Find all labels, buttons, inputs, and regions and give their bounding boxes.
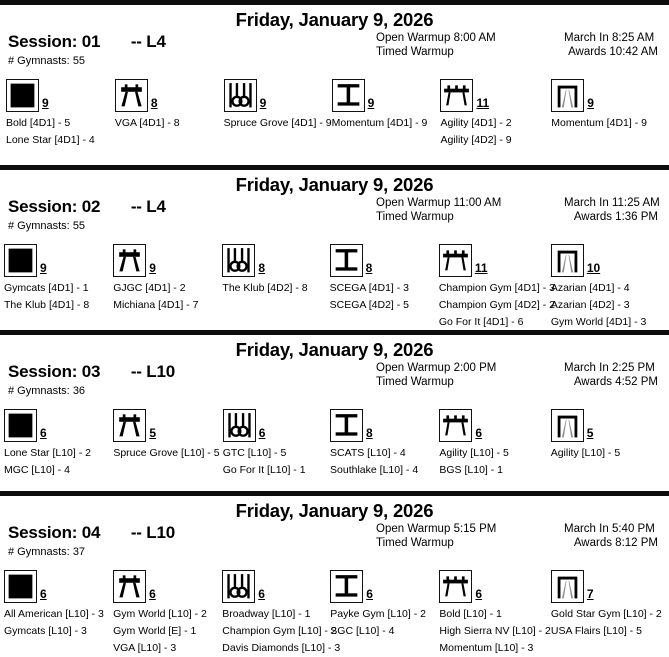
team-entry: GTC [L10] - 5 xyxy=(222,447,287,459)
session-header-row xyxy=(4,522,665,556)
team-list xyxy=(440,115,551,149)
session-level: -- L4 xyxy=(130,197,166,216)
gymnast-count-value: 55 xyxy=(72,220,86,232)
event-header xyxy=(222,565,330,603)
floor-arch-icon xyxy=(551,79,584,112)
event-column-vault[interactable] xyxy=(113,404,222,479)
session-title xyxy=(8,362,175,382)
team-list xyxy=(223,445,330,479)
team-entry: Go For It [L10] - 1 xyxy=(222,464,306,476)
warmup-times xyxy=(376,196,501,224)
rotation-count: 10 xyxy=(586,261,601,275)
team-list xyxy=(113,280,222,314)
team-entry: Gold Star Gym [L10] - 2 xyxy=(550,608,662,620)
rotation-count: 8 xyxy=(258,261,266,275)
team-entry: The Klub [4D1] - 8 xyxy=(4,299,90,311)
march-in-time: 11:25 AM xyxy=(611,197,660,209)
rotation-count: 9 xyxy=(259,96,267,110)
team-list xyxy=(330,280,439,314)
team-entry: Champion Gym [4D1] - 3 xyxy=(438,282,555,294)
session-number: 03 xyxy=(81,362,101,381)
team-entry: Azarian [4D1] - 4 xyxy=(550,282,630,294)
awards-label: Awards xyxy=(573,537,612,549)
awards-row xyxy=(564,375,658,389)
event-header xyxy=(551,74,665,112)
event-header xyxy=(551,565,665,603)
awards-time: 1:36 PM xyxy=(615,211,658,223)
event-header xyxy=(115,74,224,112)
session-header-row xyxy=(4,196,665,230)
gymnast-count xyxy=(8,55,85,67)
team-entry: Momentum [4D1] - 9 xyxy=(551,117,647,129)
rotation-count: 6 xyxy=(366,587,373,601)
vault-icon xyxy=(115,79,148,112)
march-in-row xyxy=(564,31,658,45)
session-word: Session: xyxy=(8,523,78,542)
event-column-floor-solid[interactable] xyxy=(4,565,113,657)
event-column-balance-beam[interactable] xyxy=(439,565,550,657)
team-entry: Southlake [L10] - 4 xyxy=(330,464,419,476)
balance-beam-icon xyxy=(439,409,472,442)
event-header xyxy=(4,404,113,442)
team-entry: GJGC [4D1] - 2 xyxy=(113,282,186,294)
uneven-bars-icon xyxy=(222,570,255,603)
open-warmup-time: 11:00 AM xyxy=(453,197,502,209)
rotation-count: 8 xyxy=(150,96,158,110)
rotation-count: 9 xyxy=(367,96,375,110)
uneven-bars-icon xyxy=(222,244,255,277)
rotation-count: 7 xyxy=(586,587,594,601)
gymnast-count-value: 55 xyxy=(72,55,86,67)
vault-icon xyxy=(113,244,146,277)
event-column-uneven-bars[interactable] xyxy=(222,239,329,331)
session-title xyxy=(8,32,166,52)
team-entry: The Klub [4D2] - 8 xyxy=(222,282,308,294)
event-column-vault[interactable] xyxy=(113,239,222,331)
session-number: 01 xyxy=(81,32,101,51)
team-list xyxy=(551,115,665,132)
march-awards-times xyxy=(564,31,658,59)
team-list xyxy=(222,606,341,657)
open-warmup-time: 2:00 PM xyxy=(453,362,497,374)
event-header xyxy=(330,239,439,277)
team-entry: Champion Gym [4D2] - 2 xyxy=(438,299,555,311)
session-date: Friday, January 9, 2026 xyxy=(235,9,434,30)
team-list xyxy=(4,606,113,640)
team-entry: Champion Gym [L10] - 2 xyxy=(222,625,337,637)
rotation-count: 5 xyxy=(149,426,157,440)
team-list xyxy=(551,445,665,462)
gymnast-count xyxy=(8,546,85,558)
event-header xyxy=(113,565,222,603)
event-column-uneven-bars[interactable] xyxy=(224,74,332,149)
vault-icon xyxy=(113,409,146,442)
session-word: Session: xyxy=(8,32,78,51)
team-entry: Azarian [4D2] - 3 xyxy=(550,299,630,311)
team-entry: Agility [4D2] - 9 xyxy=(440,134,512,146)
rotation-count: 9 xyxy=(587,96,594,110)
event-column-balance-beam[interactable] xyxy=(438,239,555,331)
team-entry: VGA [4D1] - 8 xyxy=(114,117,180,129)
event-header xyxy=(4,565,113,603)
team-entry: USA Flairs [L10] - 5 xyxy=(550,625,642,637)
warmup-times xyxy=(376,361,496,389)
rotation-count: 6 xyxy=(258,587,265,601)
team-list xyxy=(439,445,550,479)
uneven-bars-icon xyxy=(224,79,257,112)
rotation-count: 6 xyxy=(475,426,483,440)
timed-warmup-label: Timed Warmup xyxy=(376,376,454,388)
session-word: Session: xyxy=(8,197,78,216)
floor-arch-icon xyxy=(551,409,584,442)
session-number: 04 xyxy=(81,523,101,542)
team-entry: Agility [L10] - 5 xyxy=(550,447,621,459)
gymnast-count-label: # Gymnasts: xyxy=(8,55,70,67)
session-level: -- L10 xyxy=(130,523,175,542)
team-entry: SCEGA [4D1] - 3 xyxy=(329,282,409,294)
team-list xyxy=(113,445,222,462)
session-block-01 xyxy=(0,0,669,149)
team-entry: VGA [L10] - 3 xyxy=(113,642,177,654)
rotation-count: 6 xyxy=(149,587,156,601)
team-list xyxy=(438,280,555,331)
awards-label: Awards xyxy=(568,46,607,58)
team-entry: BGS [L10] - 1 xyxy=(439,464,503,476)
floor-solid-icon xyxy=(6,79,39,112)
team-list xyxy=(551,606,665,640)
beam-support-icon xyxy=(330,570,363,603)
march-in-label: March In xyxy=(564,523,609,535)
session-date: Friday, January 9, 2026 xyxy=(235,339,434,360)
awards-row xyxy=(564,45,658,59)
team-list xyxy=(4,445,113,479)
event-column-floor-solid[interactable] xyxy=(6,74,115,149)
team-entry: Lone Star [4D1] - 4 xyxy=(6,134,95,146)
awards-time: 8:12 PM xyxy=(615,537,658,549)
event-header xyxy=(4,239,113,277)
team-entry: Gymcats [4D1] - 1 xyxy=(4,282,89,294)
open-warmup-row xyxy=(376,31,496,45)
vault-icon xyxy=(113,570,146,603)
team-list xyxy=(224,115,332,132)
march-in-label: March In xyxy=(564,32,609,44)
rotation-count: 8 xyxy=(365,261,373,275)
session-header-row xyxy=(4,31,665,65)
event-rotation-row xyxy=(4,74,665,149)
team-list xyxy=(115,115,224,132)
team-entry: Spruce Grove [L10] - 5 xyxy=(113,447,220,459)
session-word: Session: xyxy=(8,362,78,381)
team-entry: Gym World [L10] - 2 xyxy=(113,608,207,620)
floor-solid-icon xyxy=(4,244,37,277)
team-list xyxy=(222,280,329,297)
beam-support-icon xyxy=(330,244,363,277)
event-column-floor-solid[interactable] xyxy=(4,239,113,331)
march-in-time: 2:25 PM xyxy=(611,362,655,374)
event-column-balance-beam[interactable] xyxy=(439,404,550,479)
beam-support-icon xyxy=(332,79,365,112)
uneven-bars-icon xyxy=(223,409,256,442)
team-entry: Go For It [4D1] - 6 xyxy=(438,316,524,328)
march-awards-times xyxy=(564,522,658,550)
session-block-04 xyxy=(0,491,669,657)
event-column-beam-support[interactable] xyxy=(330,404,439,479)
team-entry: SCATS [L10] - 4 xyxy=(330,447,406,459)
event-header xyxy=(551,239,665,277)
awards-time: 10:42 AM xyxy=(609,46,658,58)
awards-label: Awards xyxy=(573,211,612,223)
open-warmup-label: Open Warmup xyxy=(376,32,451,44)
timed-warmup-label: Timed Warmup xyxy=(376,537,454,549)
timed-warmup-label: Timed Warmup xyxy=(376,211,454,223)
event-header xyxy=(113,239,222,277)
event-column-floor-arch[interactable] xyxy=(551,239,665,331)
event-rotation-row xyxy=(4,565,665,657)
team-entry: SGC [L10] - 4 xyxy=(330,625,395,637)
session-block-02 xyxy=(0,165,669,331)
event-header xyxy=(224,74,332,112)
rotation-count: 6 xyxy=(40,587,47,601)
team-entry: Gymcats [L10] - 3 xyxy=(4,625,87,637)
awards-row xyxy=(564,210,658,224)
march-in-row xyxy=(564,196,658,210)
rotation-count: 11 xyxy=(474,261,488,275)
open-warmup-time: 8:00 AM xyxy=(453,32,496,44)
balance-beam-icon xyxy=(439,570,472,603)
team-entry: All American [L10] - 3 xyxy=(4,608,104,620)
event-column-floor-solid[interactable] xyxy=(4,404,113,479)
timed-warmup-row xyxy=(376,536,496,550)
event-rotation-row xyxy=(4,404,665,479)
balance-beam-icon xyxy=(440,79,473,112)
march-awards-times xyxy=(564,196,658,224)
warmup-times xyxy=(376,522,496,550)
event-header xyxy=(439,404,550,442)
gymnast-count-label: # Gymnasts: xyxy=(8,546,70,558)
team-list xyxy=(113,606,222,657)
gymnast-count-value: 36 xyxy=(72,385,86,397)
event-column-floor-arch[interactable] xyxy=(551,74,665,149)
team-entry: Gym World [E] - 1 xyxy=(113,625,197,637)
floor-arch-icon xyxy=(551,244,584,277)
session-title xyxy=(8,523,175,543)
event-column-vault[interactable] xyxy=(115,74,224,149)
floor-solid-icon xyxy=(4,409,37,442)
gymnast-count xyxy=(8,385,85,397)
session-title xyxy=(8,197,166,217)
event-rotation-row xyxy=(4,239,665,331)
rotation-count: 9 xyxy=(40,261,47,275)
team-list xyxy=(551,280,665,331)
team-list xyxy=(330,445,439,479)
team-entry: High Sierra NV [L10] - 2 xyxy=(439,625,551,637)
event-header xyxy=(440,74,551,112)
session-level: -- L10 xyxy=(130,362,175,381)
rotation-count: 6 xyxy=(475,587,483,601)
event-header xyxy=(330,565,439,603)
event-header xyxy=(551,404,665,442)
open-warmup-row xyxy=(376,522,496,536)
team-entry: Spruce Grove [4D1] - 9 xyxy=(223,117,332,129)
march-in-time: 8:25 AM xyxy=(611,32,655,44)
team-entry: Broadway [L10] - 1 xyxy=(222,608,311,620)
event-header xyxy=(222,239,329,277)
rotation-count: 5 xyxy=(586,426,594,440)
beam-support-icon xyxy=(330,409,363,442)
march-awards-times xyxy=(564,361,658,389)
open-warmup-row xyxy=(376,361,496,375)
team-entry: Gym World [4D1] - 3 xyxy=(550,316,647,328)
march-in-time: 5:40 PM xyxy=(611,523,655,535)
session-date: Friday, January 9, 2026 xyxy=(235,174,434,195)
event-header xyxy=(439,239,551,277)
event-header xyxy=(113,404,222,442)
rotation-count: 6 xyxy=(40,426,47,440)
event-column-vault[interactable] xyxy=(113,565,222,657)
event-column-balance-beam[interactable] xyxy=(440,74,551,149)
event-header xyxy=(223,404,330,442)
march-in-label: March In xyxy=(564,197,609,209)
event-header xyxy=(439,565,550,603)
march-in-label: March In xyxy=(564,362,609,374)
march-in-row xyxy=(564,522,658,536)
team-list xyxy=(439,606,550,657)
team-entry: Momentum [4D1] - 9 xyxy=(331,117,428,129)
open-warmup-time: 5:15 PM xyxy=(453,523,497,535)
march-in-row xyxy=(564,361,658,375)
session-header-row xyxy=(4,361,665,395)
awards-label: Awards xyxy=(573,376,612,388)
rotation-count: 8 xyxy=(366,426,373,440)
team-entry: Davis Diamonds [L10] - 3 xyxy=(222,642,341,654)
team-entry: Michiana [4D1] - 7 xyxy=(113,299,199,311)
timed-warmup-row xyxy=(376,375,496,389)
session-block-03 xyxy=(0,330,669,479)
open-warmup-row xyxy=(376,196,501,210)
gymnast-count-label: # Gymnasts: xyxy=(8,220,70,232)
floor-arch-icon xyxy=(551,570,584,603)
gymnast-count-value: 37 xyxy=(72,546,86,558)
session-number: 02 xyxy=(81,197,101,216)
event-header xyxy=(6,74,115,112)
event-header xyxy=(332,74,441,112)
event-column-uneven-bars[interactable] xyxy=(223,404,330,479)
event-column-uneven-bars[interactable] xyxy=(222,565,341,657)
awards-time: 4:52 PM xyxy=(615,376,658,388)
warmup-times xyxy=(376,31,496,59)
floor-solid-icon xyxy=(4,570,37,603)
team-entry: SCEGA [4D2] - 5 xyxy=(329,299,409,311)
timed-warmup-label: Timed Warmup xyxy=(376,46,454,58)
timed-warmup-row xyxy=(376,210,501,224)
event-column-beam-support[interactable] xyxy=(332,74,441,149)
team-list xyxy=(330,606,439,640)
team-entry: Momentum [L10] - 3 xyxy=(439,642,534,654)
session-date: Friday, January 9, 2026 xyxy=(235,500,434,521)
event-column-floor-arch[interactable] xyxy=(551,404,665,479)
event-header xyxy=(330,404,439,442)
team-list xyxy=(332,115,441,132)
event-column-floor-arch[interactable] xyxy=(551,565,665,657)
team-entry: Bold [L10] - 1 xyxy=(439,608,502,620)
team-entry: Payke Gym [L10] - 2 xyxy=(330,608,426,620)
open-warmup-label: Open Warmup xyxy=(376,523,451,535)
team-entry: Lone Star [L10] - 2 xyxy=(4,447,91,459)
gymnast-count-label: # Gymnasts: xyxy=(8,385,70,397)
gymnast-count xyxy=(8,220,85,232)
team-list xyxy=(6,115,115,149)
team-list xyxy=(4,280,113,314)
balance-beam-icon xyxy=(439,244,472,277)
rotation-count: 9 xyxy=(149,261,156,275)
event-column-beam-support[interactable] xyxy=(330,239,439,331)
session-level: -- L4 xyxy=(130,32,166,51)
open-warmup-label: Open Warmup xyxy=(376,362,451,374)
event-column-beam-support[interactable] xyxy=(330,565,439,657)
team-entry: Agility [L10] - 5 xyxy=(439,447,509,459)
rotation-count: 9 xyxy=(42,96,49,110)
rotation-count: 11 xyxy=(476,96,490,110)
team-entry: Bold [4D1] - 5 xyxy=(6,117,71,129)
team-entry: MGC [L10] - 4 xyxy=(4,464,70,476)
open-warmup-label: Open Warmup xyxy=(376,197,451,209)
timed-warmup-row xyxy=(376,45,496,59)
awards-row xyxy=(564,536,658,550)
rotation-count: 6 xyxy=(258,426,266,440)
team-entry: Agility [4D1] - 2 xyxy=(440,117,512,129)
